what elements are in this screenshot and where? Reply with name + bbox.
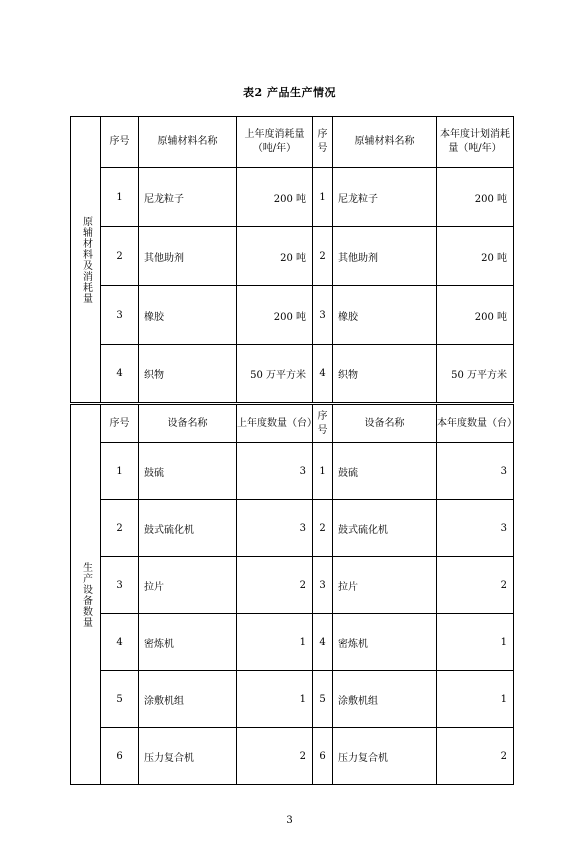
header-last_year: 上年度数量（台） <box>237 404 313 443</box>
header-seq2: 序号 <box>313 117 333 168</box>
cell-seq2: 1 <box>313 443 333 500</box>
cell-name: 涂敷机组 <box>139 671 237 728</box>
cell-seq2: 4 <box>313 614 333 671</box>
table-row <box>71 168 514 227</box>
cell-name: 密炼机 <box>139 614 237 671</box>
equipment-header-row <box>71 404 514 443</box>
cell-last: 2 <box>237 728 313 785</box>
cell-name2: 拉片 <box>333 557 437 614</box>
table-row <box>71 557 514 614</box>
cell-seq: 1 <box>101 168 139 227</box>
cell-name: 其他助剂 <box>139 227 237 286</box>
cell-name2: 尼龙粒子 <box>333 168 437 227</box>
cell-name: 尼龙粒子 <box>139 168 237 227</box>
cell-name: 鼓硫 <box>139 443 237 500</box>
cell-name2: 其他助剂 <box>333 227 437 286</box>
cell-name2: 涂敷机组 <box>333 671 437 728</box>
cell-name: 橡胶 <box>139 286 237 345</box>
cell-plan: 2 <box>437 557 514 614</box>
cell-last: 1 <box>237 671 313 728</box>
header-name2: 原辅材料名称 <box>333 117 437 168</box>
table-row <box>71 227 514 286</box>
cell-seq2: 1 <box>313 168 333 227</box>
table-row <box>71 345 514 404</box>
cell-name2: 织物 <box>333 345 437 404</box>
cell-plan: 20 吨 <box>437 227 514 286</box>
cell-plan: 200 吨 <box>437 286 514 345</box>
cell-last: 200 吨 <box>237 168 313 227</box>
cell-seq2: 3 <box>313 557 333 614</box>
cell-last: 3 <box>237 443 313 500</box>
cell-name: 压力复合机 <box>139 728 237 785</box>
table-row <box>71 443 514 500</box>
table-body <box>71 117 517 785</box>
header-seq2: 序号 <box>313 404 333 443</box>
cell-last: 1 <box>237 614 313 671</box>
table-row <box>71 614 514 671</box>
header-last_year: 上年度消耗量（吨/年） <box>237 117 313 168</box>
cell-plan: 1 <box>437 671 514 728</box>
header-seq: 序号 <box>101 117 139 168</box>
materials-header-row <box>71 117 514 168</box>
materials-section-label: 原辅材料及消耗量 <box>80 215 92 304</box>
table-row <box>71 728 514 785</box>
table-row <box>71 286 514 345</box>
equipment-section-label-cell <box>71 404 101 785</box>
cell-seq: 2 <box>101 500 139 557</box>
cell-name2: 鼓式硫化机 <box>333 500 437 557</box>
cell-seq: 6 <box>101 728 139 785</box>
cell-last: 20 吨 <box>237 227 313 286</box>
cell-seq2: 4 <box>313 345 333 404</box>
cell-seq: 4 <box>101 345 139 404</box>
production-table <box>70 116 517 785</box>
cell-seq2: 2 <box>313 227 333 286</box>
cell-seq2: 6 <box>313 728 333 785</box>
header-name: 设备名称 <box>139 404 237 443</box>
cell-seq: 3 <box>101 286 139 345</box>
materials-section-label-cell <box>71 117 101 404</box>
cell-name2: 压力复合机 <box>333 728 437 785</box>
table-row <box>71 500 514 557</box>
cell-seq: 2 <box>101 227 139 286</box>
cell-seq2: 2 <box>313 500 333 557</box>
header-name2: 设备名称 <box>333 404 437 443</box>
cell-plan: 1 <box>437 614 514 671</box>
header-this_year: 本年度数量（台） <box>437 404 514 443</box>
cell-name2: 橡胶 <box>333 286 437 345</box>
cell-seq2: 3 <box>313 286 333 345</box>
cell-last: 3 <box>237 500 313 557</box>
cell-name: 拉片 <box>139 557 237 614</box>
header-this_year: 本年度计划消耗量（吨/年） <box>437 117 514 168</box>
cell-name: 织物 <box>139 345 237 404</box>
cell-seq: 5 <box>101 671 139 728</box>
cell-name: 鼓式硫化机 <box>139 500 237 557</box>
table-row <box>71 671 514 728</box>
cell-last: 50 万平方米 <box>237 345 313 404</box>
equipment-section-label: 生产设备数量 <box>80 561 92 628</box>
header-name: 原辅材料名称 <box>139 117 237 168</box>
cell-plan: 200 吨 <box>437 168 514 227</box>
table-title: 表2 产品生产情况 <box>243 86 336 99</box>
cell-last: 2 <box>237 557 313 614</box>
cell-name2: 密炼机 <box>333 614 437 671</box>
cell-name2: 鼓硫 <box>333 443 437 500</box>
cell-seq: 3 <box>101 557 139 614</box>
cell-seq: 1 <box>101 443 139 500</box>
cell-seq2: 5 <box>313 671 333 728</box>
cell-plan: 3 <box>437 500 514 557</box>
cell-plan: 2 <box>437 728 514 785</box>
cell-plan: 3 <box>437 443 514 500</box>
header-seq: 序号 <box>101 404 139 443</box>
cell-last: 200 吨 <box>237 286 313 345</box>
cell-plan: 50 万平方米 <box>437 345 514 404</box>
cell-seq: 4 <box>101 614 139 671</box>
page-number: 3 <box>286 815 293 826</box>
